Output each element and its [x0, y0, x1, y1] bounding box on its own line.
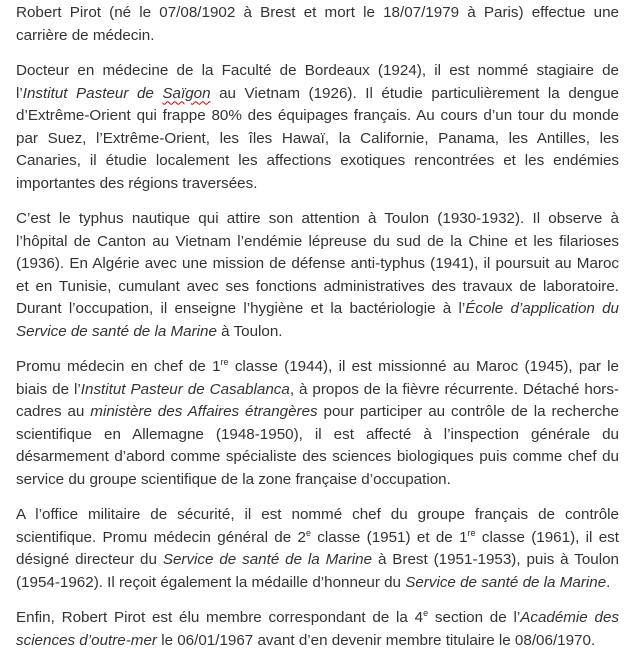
text: Promu médecin en chef de 1 [16, 358, 221, 375]
text: , à propos de la fièvre récurrente. Détaché hors-cadres au [16, 380, 619, 420]
text: Robert Pirot (né le 07/08/1902 à Brest et mort le 18/07/1979 à Paris) effectue une carrière de médecin. [16, 4, 619, 44]
ministere-affaires-etrangeres: ministère des Affaires étrangères [90, 403, 318, 420]
text: A l’office militaire de sécurité, il est nommé chef du groupe français de contrôle scientifique. Promu médecin général de 2 [16, 506, 619, 546]
ecole-application-marine: École d’application du Service de santé de la Marine [16, 300, 619, 340]
text: au Vietnam (1926). Il étudie particulièrement la dengue d’Extrême-Orient qui frappe 80% des équipages français. Au cours d’un tour du monde par Suez, l’Extrême-Orient, les îles Hawaï, la Californie, Panama, les Antilles, les Canaries, il étudie localement les affections exotiques rencontrées et les endémies importantes des régions traversées. [16, 84, 619, 192]
paragraph-2 [16, 60, 619, 195]
text: classe (1961), il est désigné directeur du [16, 528, 620, 568]
text: Enfin, Robert Pirot est élu membre correspondant de la 4 [16, 609, 424, 626]
text: section de l’ [428, 609, 521, 626]
paragraph-3 [16, 208, 619, 343]
service-sante-marine: Service de santé de la Marine [162, 551, 373, 568]
paragraph-4 [16, 356, 619, 491]
ordinal-superscript: e [305, 527, 311, 538]
institut-pasteur-casablanca: Institut Pasteur de Casablanca [80, 380, 290, 398]
text: classe (1944), il est missionné au Maroc (1945), par le biais de l’ [16, 358, 619, 398]
ordinal-superscript: re [467, 527, 476, 538]
text: à Brest (1951-1953), puis à Toulon (1954-1962). Il reçoit également la médaille d’honneur du [16, 551, 619, 591]
institut-pasteur-saigon: Institut Pasteur de [22, 84, 163, 102]
paragraph-1 [16, 2, 619, 47]
text: . [606, 573, 611, 591]
academie-sciences-outre-mer: Académie des sciences d’outre-mer [16, 609, 620, 649]
paragraph-5 [16, 504, 619, 594]
text: à Toulon. [216, 322, 283, 340]
ordinal-superscript: re [220, 357, 229, 367]
text: Docteur en médecine de la Faculté de Bordeaux (1924), il est nommé stagiaire de l’ [16, 62, 619, 102]
text: pour participer au contrôle de la recherche scientifique en Allemagne (1948-1950), il est affecté à l’inspection générale du désarmement d’abord comme spécialiste des sciences biologiques puis comme chef du service du groupe scientifique de la zone française d’occupation. [16, 403, 619, 488]
text: C’est le typhus nautique qui attire son attention à Toulon (1930-1932). Il observe à l’hôpital de Canton au Vietnam l’endémie lépreuse du sud de la Chine et les filarioses (1936). En Algérie avec une mission de défense anti-typhus (1941), il poursuit au Maroc et en Tunisie, cumulant avec ses fonctions administratives des travaux de laboratoire. Durant l’occupation, il enseigne l’hygiène et la bactériologie à l’ [16, 210, 619, 317]
misspelled-word-saigon: Saïgon [162, 84, 211, 102]
text: le 06/01/1967 avant d’en devenir membre titulaire le 08/06/1970. [156, 631, 596, 649]
ordinal-superscript: e [423, 608, 429, 618]
text: classe (1951) et de 1 [310, 528, 468, 546]
service-sante-marine: Service de santé de la Marine [405, 573, 607, 591]
paragraph-6 [16, 607, 619, 652]
